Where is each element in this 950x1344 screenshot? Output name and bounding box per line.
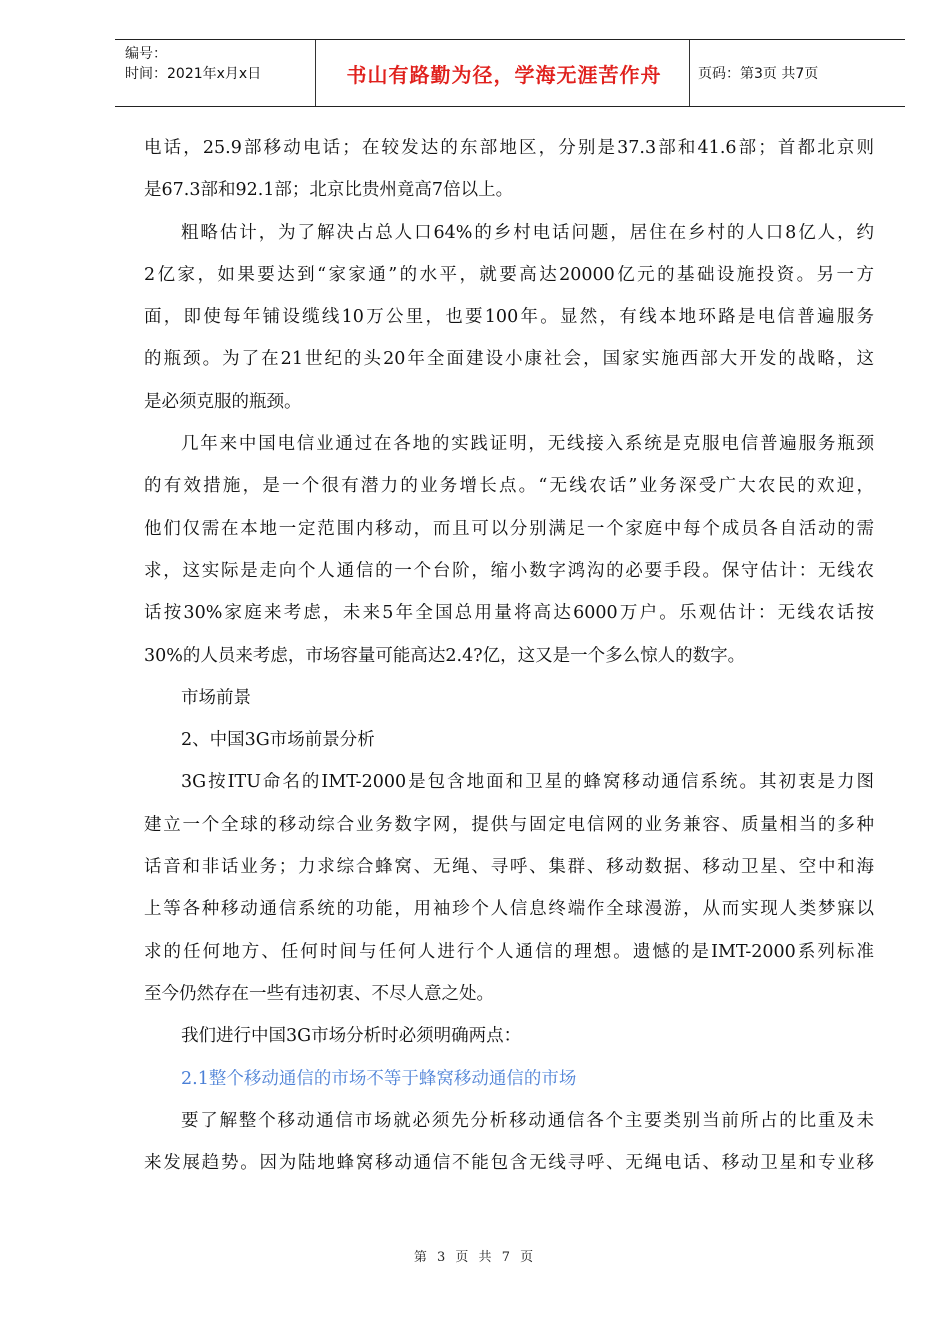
body-line: 的有效措施，是一个很有潜力的业务增长点。“无线农话”业务深受广大农民的欢迎， — [144, 476, 874, 497]
body-line: 的瓶颈。为了在21世纪的头20年全面建设小康社会，国家实施西部大开发的战略，这 — [144, 349, 874, 370]
body-line: 话音和非话业务；力求综合蜂窝、无绳、寻呼、集群、移动数据、移动卫星、空中和海 — [144, 857, 874, 878]
doc-number-label: 编号： — [125, 46, 167, 62]
body-line: 建立一个全球的移动综合业务数字网，提供与固定电信网的业务兼容、质量相当的多种 — [144, 814, 874, 835]
section-heading: 市场前景 — [181, 687, 251, 708]
body-line: 电话，25.9部移动电话；在较发达的东部地区，分别是37.3部和41.6部；首都北京则 — [144, 138, 874, 158]
page-header — [115, 39, 905, 107]
body-line: 3G按ITU命名的IMT-2000是包含地面和卫星的蜂窝移动通信系统。其初衷是力图 — [181, 772, 874, 793]
header-meta — [125, 44, 315, 84]
body-line: 要了解整个移动通信市场就必须先分析移动通信各个主要类别当前所占的比重及未 — [181, 1110, 874, 1131]
section-heading: 2、中国3G市场前景分析 — [181, 730, 375, 751]
doc-time-label: 时间：2021年x月x日 — [125, 66, 262, 82]
document-body — [144, 127, 874, 1184]
body-line: 面，即使每年铺设缆线10万公里，也要100年。显然，有线本地环路是电信普遍服务 — [144, 307, 874, 328]
body-line: 2亿家，如果要达到“家家通”的水平，就要高达20000亿元的基础设施投资。另一方 — [144, 264, 874, 285]
body-line: 上等各种移动通信系统的功能，用袖珍个人信息终端作全球漫游，从而实现人类梦寐以 — [144, 899, 874, 920]
body-line: 是67.3部和92.1部；北京比贵州竟高7倍以上。 — [144, 180, 514, 201]
header-motto: 书山有路勤为径，学海无涯苦作舟 — [346, 62, 662, 87]
body-line: 我们进行中国3G市场分析时必须明确两点： — [181, 1026, 522, 1047]
header-divider — [315, 40, 316, 106]
body-line: 至今仍然存在一些有违初衷、不尽人意之处。 — [144, 983, 494, 1004]
body-line: 求，这实际是走向个人通信的一个台阶，缩小数字鸿沟的必要手段。保守估计：无线农 — [144, 560, 874, 581]
header-divider — [689, 40, 690, 106]
header-page-info: 页码：第3页 共7页 — [698, 66, 819, 82]
subsection-link[interactable]: 2.1整个移动通信的市场不等于蜂窝移动通信的市场 — [181, 1068, 577, 1089]
body-line: 几年来中国电信业通过在各地的实践证明，无线接入系统是克服电信普遍服务瓶颈 — [181, 434, 874, 455]
page-footer: 第 3 页 共 7 页 — [413, 1250, 537, 1265]
body-line: 来发展趋势。因为陆地蜂窝移动通信不能包含无线寻呼、无绳电话、移动卫星和专业移 — [144, 1153, 874, 1174]
body-line: 粗略估计，为了解决占总人口64%的乡村电话问题，居住在乡村的人口8亿人，约 — [181, 222, 874, 243]
body-line: 他们仅需在本地一定范围内移动，而且可以分别满足一个家庭中每个成员各自活动的需 — [144, 518, 874, 539]
body-line: 是必须克服的瓶颈。 — [144, 391, 302, 412]
body-line: 30%的人员来考虑，市场容量可能高达2.4?亿，这又是一个多么惊人的数字。 — [144, 645, 746, 666]
body-line: 话按30%家庭来考虑，未来5年全国总用量将高达6000万户。乐观估计：无线农话按 — [144, 603, 874, 624]
body-line: 求的任何地方、任何时间与任何人进行个人通信的理想。遗憾的是IMT-2000系列标准 — [144, 941, 874, 962]
